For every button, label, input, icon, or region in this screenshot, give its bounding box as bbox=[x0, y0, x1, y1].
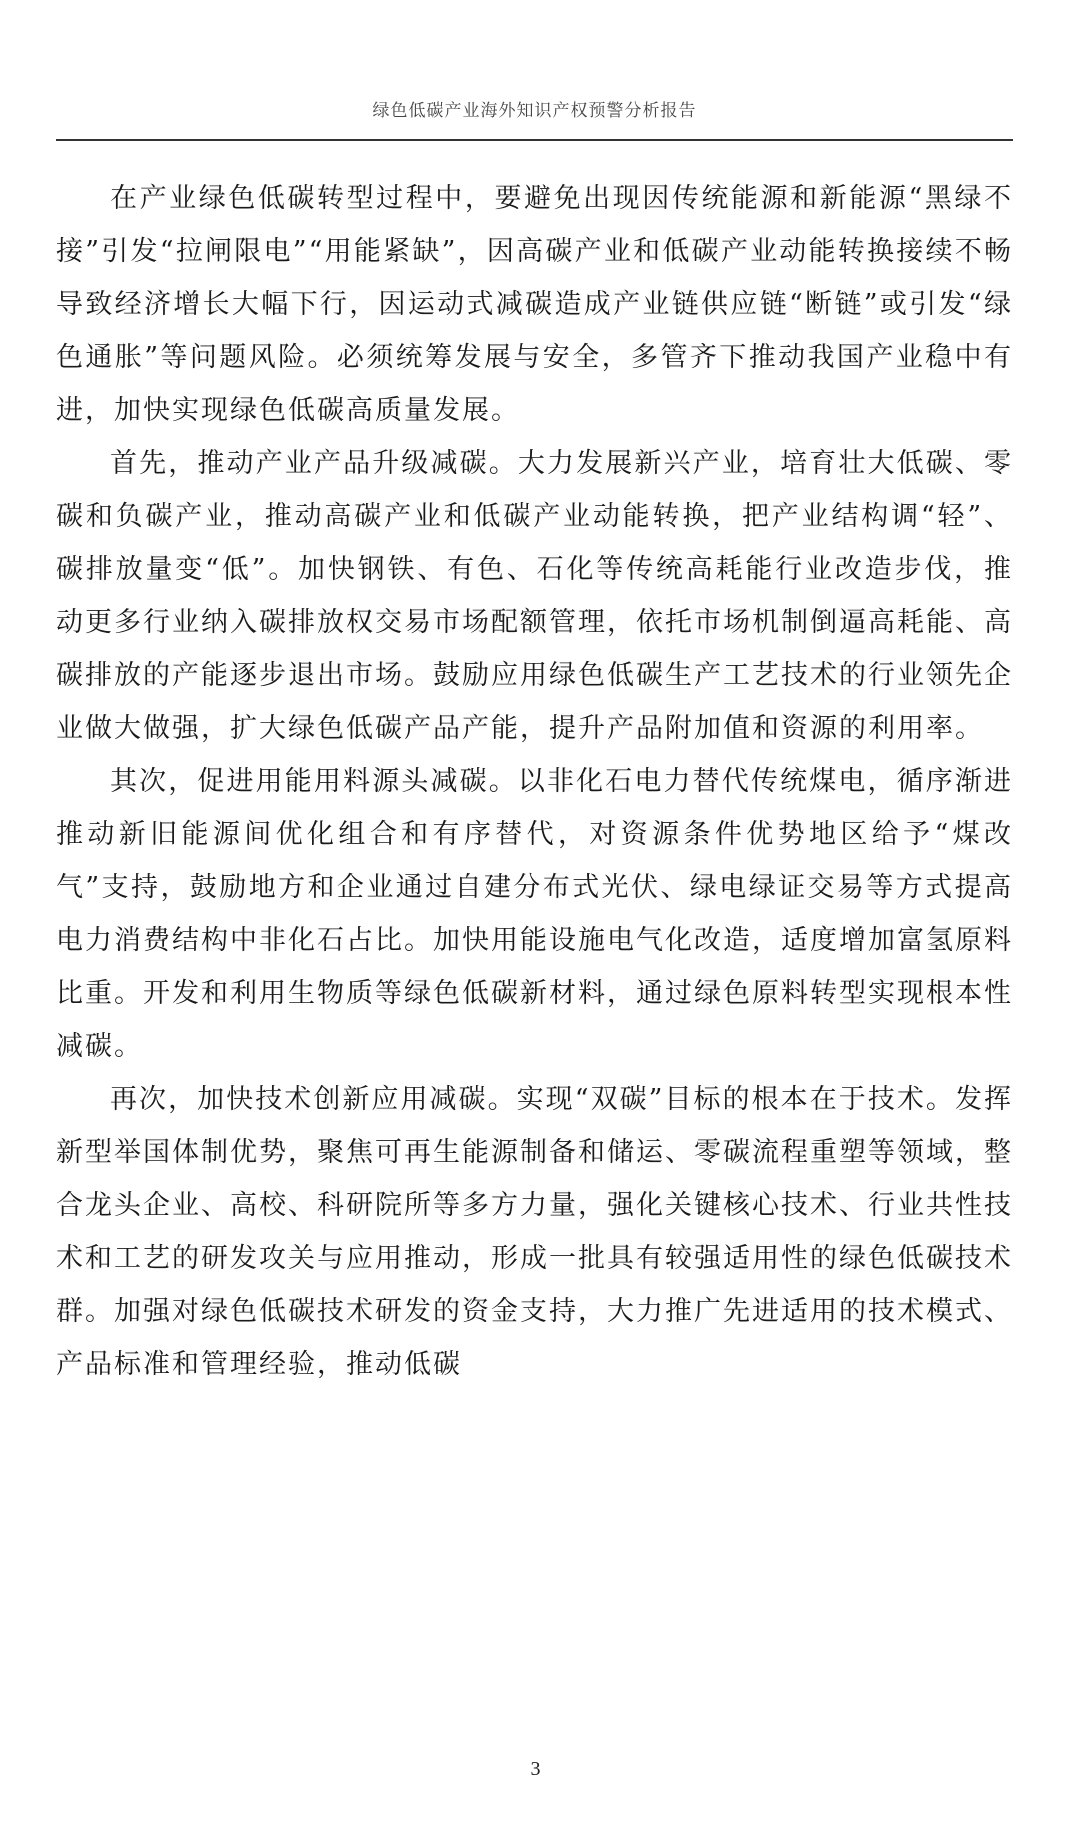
paragraph-second: 其次，促进用能用料源头减碳。以非化石电力替代传统煤电，循序渐进推动新旧能源间优化组合和有序替代，对资源条件优势地区给予“煤改气”支持，鼓励地方和企业通过自建分布式光伏、绿电绿证交易等方式提高电力消费结构中非化石占比。加快用能设施电气化改造，适度增加富氢原料比重。开发和利用生物质等绿色低碳新材料，通过绿色原料转型实现根本性减碳。 bbox=[56, 766, 1013, 1062]
paragraph-third: 再次，加快技术创新应用减碳。实现“双碳”目标的根本在于技术。发挥新型举国体制优势，聚焦可再生能源制备和储运、零碳流程重塑等领域，整合龙头企业、高校、科研院所等多方力量，强化关键核心技术、行业共性技术和工艺的研发攻关与应用推动，形成一批具有较强适用性的绿色低碳技术群。加强对绿色低碳技术研发的资金支持，大力推广先进适用的技术模式、产品标准和管理经验，推动低碳 bbox=[56, 1084, 1013, 1380]
paragraph-first: 首先，推动产业产品升级减碳。大力发展新兴产业，培育壮大低碳、零碳和负碳产业，推动高碳产业和低碳产业动能转换，把产业结构调“轻”、碳排放量变“低”。加快钢铁、有色、石化等传统高耗能行业改造步伐，推动更多行业纳入碳排放权交易市场配额管理，依托市场机制倒逼高耗能、高碳排放的产能逐步退出市场。鼓励应用绿色低碳生产工艺技术的行业领先企业做大做强，扩大绿色低碳产品产能，提升产品附加值和资源的利用率。 bbox=[56, 448, 1013, 744]
header-divider bbox=[56, 139, 1013, 141]
body-text bbox=[56, 172, 1013, 1391]
page-number: 3 bbox=[530, 1758, 541, 1780]
running-header: 绿色低碳产业海外知识产权预警分析报告 bbox=[372, 101, 697, 121]
paragraph-intro: 在产业绿色低碳转型过程中，要避免出现因传统能源和新能源“黑绿不接”引发“拉闸限电”“用能紧缺”，因高碳产业和低碳产业动能转换接续不畅导致经济增长大幅下行，因运动式减碳造成产业链供应链“断链”或引发“绿色通胀”等问题风险。必须统筹发展与安全，多管齐下推动我国产业稳中有进，加快实现绿色低碳高质量发展。 bbox=[56, 183, 1013, 426]
